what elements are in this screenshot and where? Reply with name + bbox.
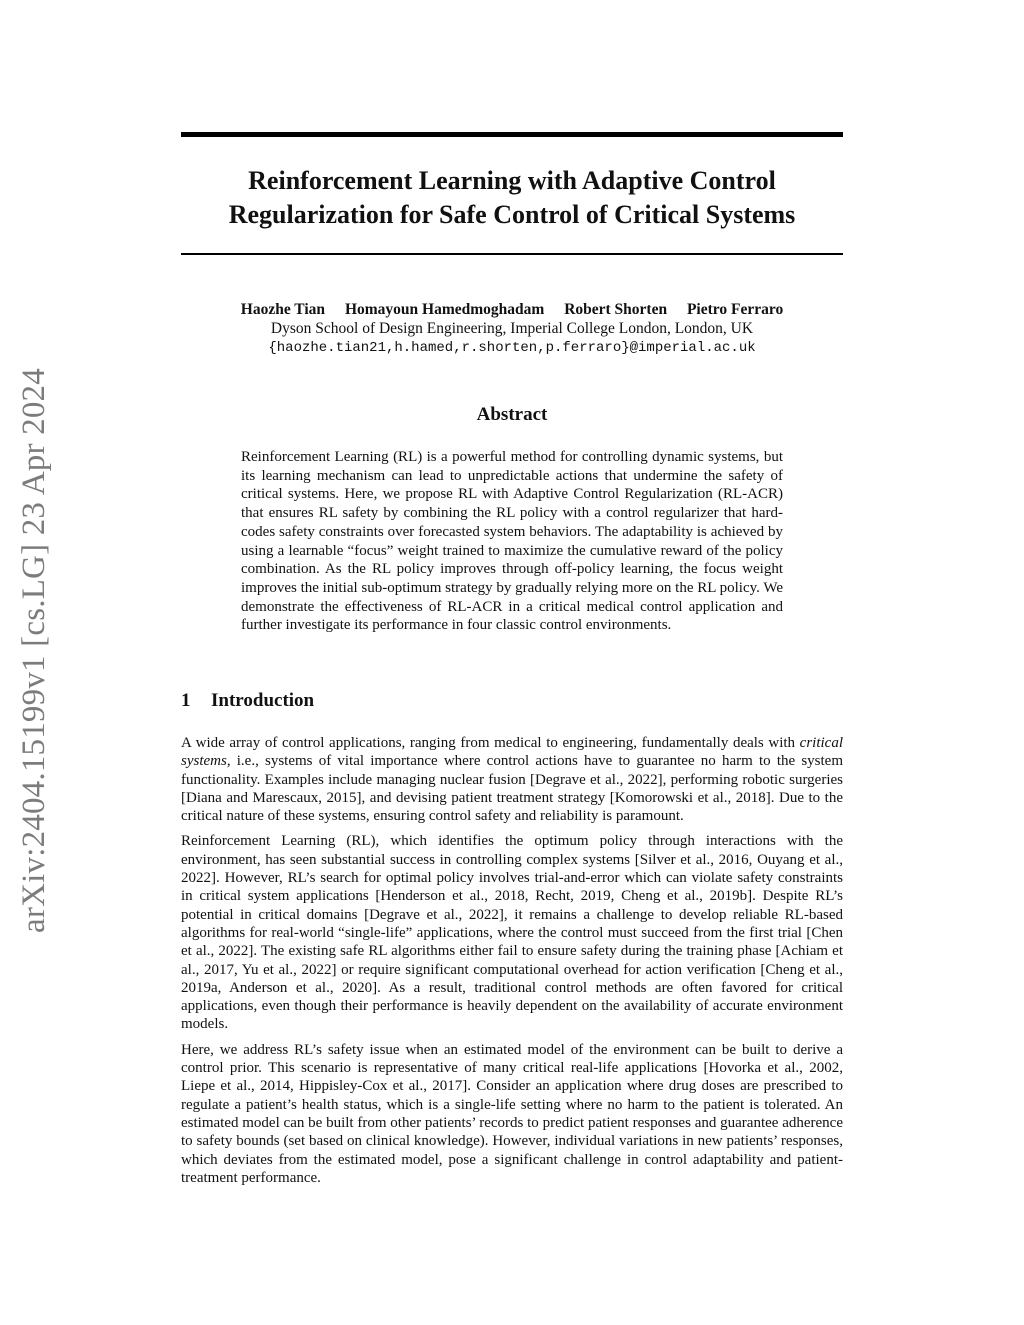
arxiv-identifier-text: arXiv:2404.15199v1 [cs.LG] 23 Apr 2024	[15, 367, 52, 933]
paragraph-text: A wide array of control applications, ranging from medical to engineering, fundamentally deals with	[181, 735, 800, 751]
section-title: Introduction	[211, 690, 315, 711]
paper-title-line-1: Reinforcement Learning with Adaptive Control	[248, 166, 776, 195]
introduction-body	[181, 734, 843, 1194]
arxiv-identifier-stamp	[6, 355, 62, 945]
author-affiliation: Dyson School of Design Engineering, Imperial College London, London, UK	[270, 320, 754, 337]
author-name: Robert Shorten	[564, 301, 668, 318]
section-number: 1	[181, 690, 191, 711]
section-heading-introduction	[181, 689, 843, 713]
emphasis-text: critical systems	[181, 735, 843, 770]
paragraph	[181, 734, 843, 825]
paragraph-text: , i.e., systems of vital importance where control actions have to guarantee no harm to the system functionality. Examples include managing nuclear fusion [Degrave et al., 2022], performing robotic surgeries [Diana and Marescaux, 2015], and devising patient treatment strategy [Komorowski et al., 2018]. Due to the critical nature of these systems, ensuring control safety and reliability is paramount.	[181, 753, 843, 825]
author-name: Haozhe Tian	[240, 301, 326, 318]
title-bottom-rule	[181, 253, 843, 255]
paper-title-line-2: Regularization for Safe Control of Critical Systems	[228, 200, 796, 229]
author-name: Pietro Ferraro	[686, 301, 784, 318]
abstract-text: Reinforcement Learning (RL) is a powerful method for controlling dynamic systems, but its learning mechanism can lead to unpredictable actions that undermine the safety of critical systems. Here, we propose RL with Adaptive Control Regularization (RL-ACR) that ensures RL safety by combining the RL policy with a control regularizer that hard-codes safety constraints over forecasted system behaviors. The adaptability is achieved by using a learnable “focus” weight trained to maximize the cumulative reward of the policy combination. As the RL policy improves through off-policy learning, the focus weight improves the initial sub-optimum strategy by gradually relying more on the RL policy. We demonstrate the effectiveness of RL-ACR in a critical medical control application and further investigate its performance in four classic control environments.	[241, 449, 783, 634]
abstract-heading: Abstract	[476, 404, 548, 425]
paper-title	[181, 164, 843, 232]
author-emails: {haozhe.tian21,h.hamed,r.shorten,p.ferraro}@imperial.ac.uk	[268, 340, 756, 356]
title-top-rule	[181, 132, 843, 137]
paragraph: Reinforcement Learning (RL), which identifies the optimum policy through interactions with the environment, has seen substantial success in controlling complex systems [Silver et al., 2016, Ouyang et al., 2022]. However, RL’s search for optimal policy involves trial-and-error which can violate safety constraints in critical system applications [Henderson et al., 2018, Recht, 2019, Cheng et al., 2019b]. Despite RL’s potential in critical domains [Degrave et al., 2022], it remains a challenge to develop reliable RL-based algorithms for real-world “single-life” applications, where the control must succeed from the first trial [Chen et al., 2022]. The existing safe RL algorithms either fail to ensure safety during the training phase [Achiam et al., 2017, Yu et al., 2022] or require significant computational overhead for action verification [Cheng et al., 2019a, Anderson et al., 2020]. As a result, traditional control methods are often favored for critical applications, even though their performance is heavily dependent on the availability of accurate environment models.	[181, 833, 843, 1033]
author-name: Homayoun Hamedmoghadam	[344, 301, 545, 318]
author-list	[181, 300, 843, 320]
paragraph: Here, we address RL’s safety issue when an estimated model of the environment can be built to derive a control prior. This scenario is representative of many critical real-life applications [Hovorka et al., 2002, Liepe et al., 2014, Hippisley-Cox et al., 2017]. Consider an application where drug doses are prescribed to regulate a patient’s health status, which is a single-life setting where no harm to the patient is tolerated. An estimated model can be built from other patients’ records to predict patient responses and guarantee adherence to safety bounds (set based on clinical knowledge). However, individual variations in new patients’ responses, which deviates from the estimated model, pose a significant challenge in control adaptability and patient-treatment performance.	[181, 1041, 843, 1186]
